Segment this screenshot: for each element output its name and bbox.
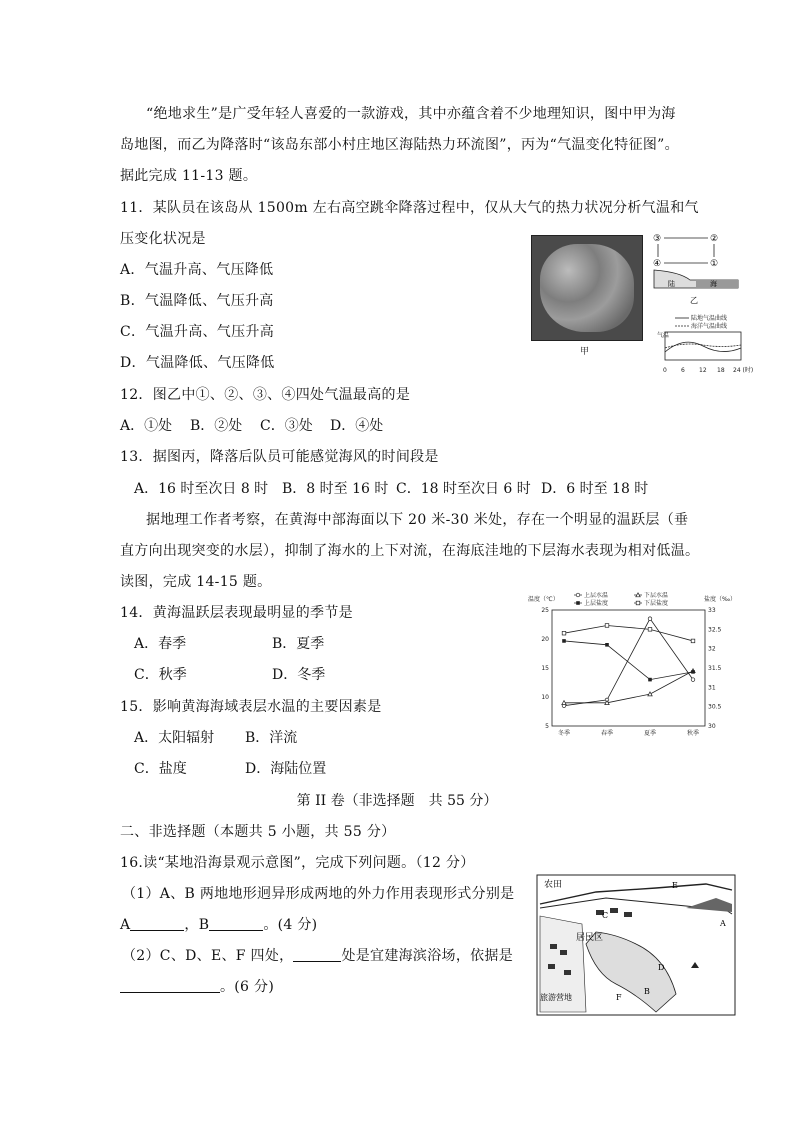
point-f-label: F: [616, 993, 622, 1002]
legend-label-1: 下层水温: [644, 592, 669, 599]
intro-line-1: “绝地求生”是广受年轻人喜爱的一款游戏，其中亦蕴含着不少地理知识，图中甲为海: [146, 106, 676, 122]
intro-line-2: 岛地图，而乙为降落时“该岛东部小村庄地区海陆热力环流图”，丙为“气温变化特征图”。: [120, 137, 679, 153]
q13-option-b: B．8 时至 16 时: [282, 481, 389, 497]
answer-blank-place[interactable]: [293, 947, 341, 962]
q11-stem-1: 11．某队员在该岛从 1500m 左右高空跳伞降落过程中，仅从大气的热力状况分析气温和气: [120, 200, 699, 216]
fig-jia-caption: 甲: [580, 347, 590, 357]
fig-yi-caption: 乙: [690, 296, 698, 305]
chart-ylabel-right: 盐度（‰）: [704, 596, 737, 603]
series-1-point-2: [648, 692, 652, 696]
q16-part1-score: 。(4 分): [263, 917, 318, 933]
xtick-3: 秋季: [686, 730, 700, 737]
ytick-left-2: 15: [541, 665, 549, 672]
ytick-right-4: 32: [708, 645, 716, 653]
land-label: 陆: [668, 280, 675, 288]
q16-label-a: A: [120, 917, 131, 933]
temperature-curve-figure: [655, 312, 755, 378]
legend-land-label: 陆地气温曲线: [691, 315, 728, 322]
xtick-1: 春季: [600, 730, 614, 737]
q12-stem: 12．图乙中①、②、③、④四处气温最高的是: [120, 387, 411, 403]
q16-part2: [122, 945, 513, 965]
q14-option-b: B．夏季: [272, 636, 325, 652]
q15-option-d: D．海陆位置: [245, 761, 327, 777]
q11-option-c: C．气温升高、气压升高: [120, 324, 275, 340]
bing-xtick-3: 18: [717, 367, 725, 374]
legend-marker-3: [636, 601, 640, 605]
q16-part2-score: 。(6 分): [220, 979, 275, 995]
chart-legend: [574, 592, 668, 607]
q13-option-c: C．18 时至次日 6 时: [396, 481, 531, 497]
circulation-diagram: [650, 228, 740, 323]
island-map-figure: [531, 235, 643, 341]
q16-label-b: ，B: [184, 917, 210, 933]
series-3-point-2: [648, 628, 652, 632]
legend-label-2: 上层盐度: [584, 600, 609, 607]
point-3-label: ③: [653, 234, 662, 244]
camp-label: 旅游营地: [540, 993, 572, 1002]
q15-option-c: C．盐度: [134, 761, 187, 777]
q12-option-c: C．③处: [260, 418, 313, 434]
ytick-left-4: 25: [541, 607, 549, 614]
ytick-right-2: 31: [708, 684, 716, 692]
ytick-right-3: 31.5: [708, 665, 722, 672]
series-2-point-3: [691, 670, 695, 674]
q14-stem: 14．黄海温跃层表现最明显的季节是: [120, 605, 353, 621]
q16-part1-answer: [120, 914, 317, 934]
answer-blank-reason[interactable]: [120, 978, 220, 993]
xtick-2: 夏季: [643, 730, 657, 737]
legend-sea-label: 海洋气温曲线: [691, 323, 728, 330]
farm-label: 农田: [544, 880, 563, 890]
q16-part1: （1）A、B 两地地形迥异形成两地的外力作用表现形式分别是: [122, 886, 515, 902]
q15-stem: 15．影响黄海海域表层水温的主要因素是: [120, 699, 382, 715]
point-c-label: C: [602, 911, 609, 920]
sea-area: [696, 280, 738, 288]
q14-option-a: A．春季: [134, 636, 187, 652]
legend-label-3: 下层盐度: [644, 600, 669, 607]
ytick-left-1: 10: [541, 694, 549, 701]
ytick-left-0: 5: [545, 723, 549, 730]
coastal-landscape-figure: [536, 874, 736, 1016]
point-d-label: D: [658, 963, 665, 972]
land-temp-curve: [665, 342, 741, 352]
ytick-left-3: 20: [541, 636, 549, 643]
q15-option-b: B．洋流: [245, 730, 298, 746]
q16-part2-middle: 处是宜建海滨浴场，依据是: [341, 948, 514, 964]
series-2-point-1: [605, 643, 609, 647]
series-line-3: [564, 625, 693, 640]
q16-stem: 16.读“某地沿海景观示意图”，完成下列问题。（12 分）: [120, 855, 475, 871]
intro2-line-2: 直方向出现突变的水层），抑制了海水的上下对流，在海底洼地的下层海水表现为相对低温。: [120, 543, 700, 559]
island-shape: [540, 244, 634, 332]
q14-option-d: D．冬季: [272, 667, 326, 683]
ytick-right-1: 30.5: [708, 703, 722, 711]
q12-option-b: B．②处: [190, 418, 243, 434]
yellow-sea-chart: [528, 592, 743, 740]
series-0-point-3: [691, 678, 695, 682]
resident-label: 居民区: [576, 933, 604, 943]
point-b-label: B: [644, 987, 650, 996]
q12-option-d: D．④处: [330, 418, 384, 434]
q16-part2-prefix: （2）C、D、E、F 四处，: [122, 948, 294, 964]
bing-xtick-2: 12: [699, 367, 707, 374]
point-a-label: A: [720, 919, 726, 928]
answer-blank-b[interactable]: [209, 916, 263, 931]
q13-option-d: D．6 时至 18 时: [541, 481, 649, 497]
series-0-point-2: [648, 617, 652, 621]
q11-option-d: D．气温降低、气压降低: [120, 355, 275, 371]
series-2-point-0: [562, 639, 566, 643]
part2-section: 二、非选择题（本题共 5 小题，共 55 分）: [120, 824, 396, 840]
point-2-label: ②: [710, 234, 719, 244]
q11-option-a: A．气温升高、气压降低: [120, 262, 274, 278]
legend-label-0: 上层水温: [584, 592, 609, 599]
q11-option-b: B．气温降低、气压升高: [120, 293, 274, 309]
series-3-point-0: [562, 631, 566, 635]
point-e-label: E: [672, 881, 678, 890]
q12-option-a: A．①处: [120, 418, 173, 434]
chart-series: [562, 617, 695, 708]
q13-option-a: A．16 时至次日 8 时: [134, 481, 269, 497]
q11-stem-2: 压变化状况是: [120, 231, 206, 247]
bing-xtick-0: 0: [663, 367, 667, 374]
legend-marker-2: [576, 601, 580, 605]
series-3-point-3: [691, 639, 695, 643]
q14-option-c: C．秋季: [134, 667, 187, 683]
chart-yticks-left: [541, 607, 549, 730]
series-line-2: [564, 641, 693, 680]
intro-line-3: 据此完成 11-13 题。: [120, 168, 258, 184]
ytick-right-5: 32.5: [708, 626, 722, 634]
chart-yticks-right: [708, 607, 722, 730]
xtick-0: 冬季: [557, 730, 571, 737]
intro2-line-1: 据地理工作者考察，在黄海中部海面以下 20 米-30 米处，存在一个明显的温跃层（垂: [146, 512, 689, 528]
ytick-right-6: 33: [708, 607, 716, 614]
bing-ylabel: 气温: [657, 332, 670, 339]
sea-label: 海: [710, 280, 717, 288]
bing-xtick-4: 24 (时): [733, 367, 754, 374]
q13-stem: 13．据图丙，降落后队员可能感觉海风的时间段是: [120, 449, 439, 465]
series-2-point-2: [648, 678, 652, 682]
part2-title: 第 II 卷（非选择题 共 55 分）: [296, 793, 498, 809]
q16-part2-answer: [120, 976, 274, 996]
legend-marker-0: [576, 593, 580, 597]
ytick-right-0: 30: [708, 723, 716, 730]
point-4-label: ④: [653, 259, 662, 269]
bing-xtick-1: 6: [681, 367, 685, 374]
series-3-point-1: [605, 624, 609, 628]
chart-ylabel-left: 温度（℃）: [528, 596, 559, 603]
q15-option-a: A．太阳辐射: [134, 730, 215, 746]
point-1-label: ①: [710, 259, 719, 269]
chart-xticks: [558, 729, 699, 737]
intro2-line-3: 读图，完成 14-15 题。: [120, 574, 272, 590]
answer-blank-a[interactable]: [130, 916, 184, 931]
